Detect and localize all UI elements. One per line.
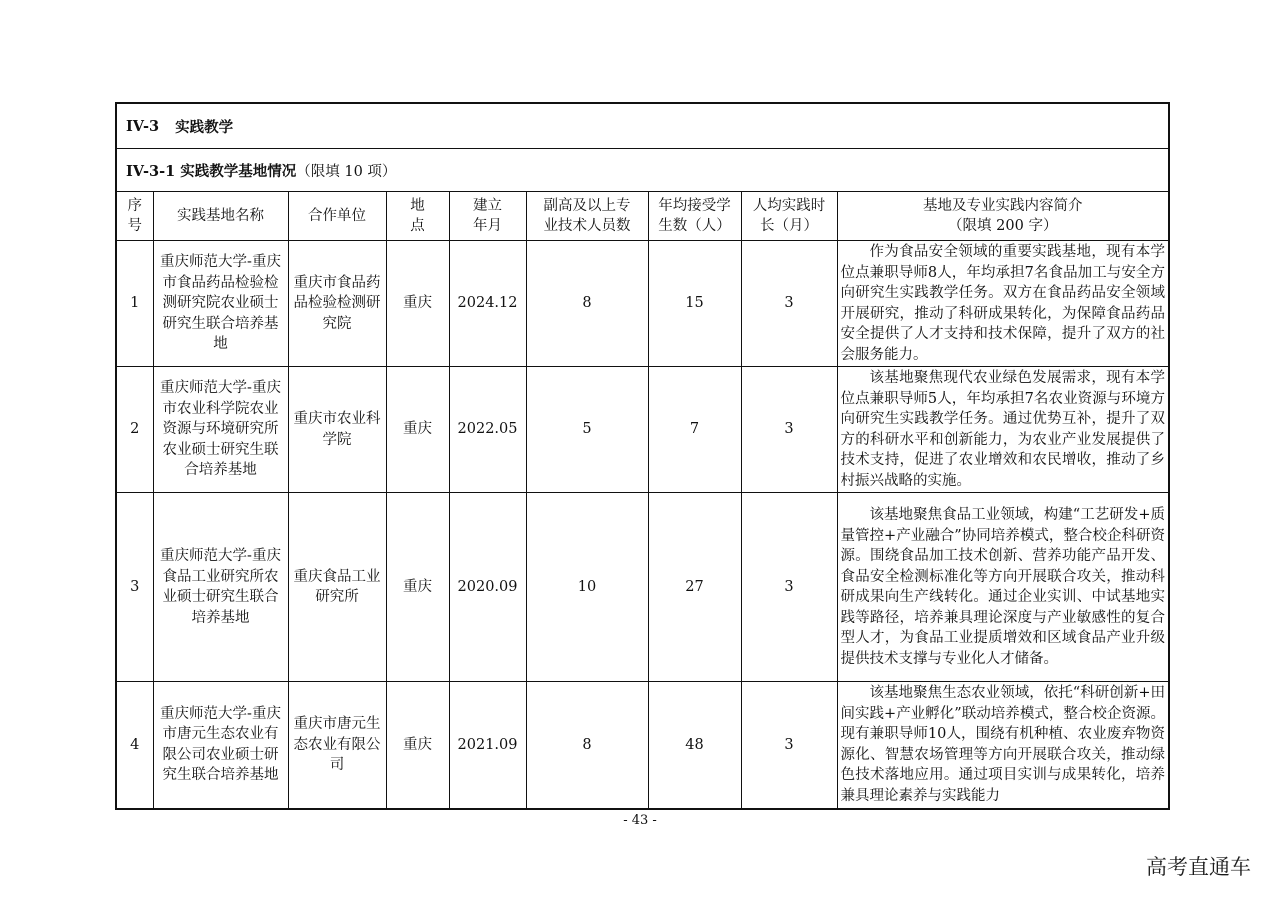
cell-staff: 8 [526,682,648,808]
section-title: 实践教学 [175,118,234,136]
cell-staff: 5 [526,367,648,493]
header-partner: 合作单位 [288,192,386,241]
header-date: 建立 年月 [449,192,526,241]
table-row [117,493,1168,682]
cell-partner: 重庆市食品药品检验检测研究院 [288,241,386,367]
cell-date: 2024.12 [449,241,526,367]
cell-date: 2020.09 [449,493,526,682]
cell-duration: 3 [741,493,837,682]
header-desc: 基地及专业实践内容简介 （限填 200 字） [837,192,1168,241]
cell-name: 重庆师范大学-重庆市食品药品检验检测研究院农业硕士研究生联合培养基地 [153,241,288,367]
cell-seq: 2 [117,367,153,493]
cell-date: 2022.05 [449,367,526,493]
cell-name: 重庆师范大学-重庆市唐元生态农业有限公司农业硕士研究生联合培养基地 [153,682,288,808]
cell-desc: 作为食品安全领域的重要实践基地，现有本学位点兼职导师8人，年均承担7名食品加工与安全方向研究生实践教学任务。双方在食品药品安全领域开展研究，推动了科研成果转化，为保障食品药品安全提供了人才支持和技术保障，提升了双方的社会服务能力。 [837,241,1168,367]
subsection-title: IV-3-1 实践教学基地情况 [126,162,297,180]
cell-desc: 该基地聚焦现代农业绿色发展需求，现有本学位点兼职导师5人，年均承担7名农业资源与环境方向研究生实践教学任务。通过优势互补，提升了双方的科研水平和创新能力，为农业产业发展提供了技术支持，促进了农业增效和农民增收，推动了乡村振兴战略的实施。 [837,367,1168,493]
cell-seq: 4 [117,682,153,808]
cell-staff: 8 [526,241,648,367]
cell-students: 7 [648,367,741,493]
cell-desc: 该基地聚焦食品工业领域，构建“工艺研发+质量管控+产业融合”协同培养模式，整合校企科研资源。围绕食品加工技术创新、营养功能产品开发、食品安全检测标准化等方向开展联合攻关，推动科研成果向生产线转化。通过企业实训、中试基地实践等路径，培养兼具理论深度与产业敏感性的复合型人才，为食品工业提质增效和区域食品产业升级提供技术支撑与专业化人才储备。 [837,493,1168,682]
table-row [117,682,1168,808]
header-seq: 序 号 [117,192,153,241]
cell-duration: 3 [741,367,837,493]
cell-seq: 3 [117,493,153,682]
cell-name: 重庆师范大学-重庆市农业科学院农业资源与环境研究所农业硕士研究生联合培养基地 [153,367,288,493]
header-name: 实践基地名称 [153,192,288,241]
cell-students: 15 [648,241,741,367]
page-number: - 43 - [623,813,657,828]
section-code: IV-3 [126,117,160,135]
cell-location: 重庆 [386,367,449,493]
cell-location: 重庆 [386,493,449,682]
table-row [117,367,1168,493]
header-location: 地 点 [386,192,449,241]
table-row [117,241,1168,367]
cell-date: 2021.09 [449,682,526,808]
subsection-header [117,149,1168,192]
table-header-row [117,192,1168,241]
cell-partner: 重庆市农业科学院 [288,367,386,493]
section-header [117,104,1168,149]
cell-students: 27 [648,493,741,682]
header-staff: 副高及以上专 业技术人员数 [526,192,648,241]
cell-location: 重庆 [386,682,449,808]
practice-base-table [117,192,1168,808]
cell-duration: 3 [741,241,837,367]
header-students: 年均接受学 生数（人） [648,192,741,241]
cell-partner: 重庆市唐元生态农业有限公司 [288,682,386,808]
cell-name: 重庆师范大学-重庆食品工业研究所农业硕士研究生联合培养基地 [153,493,288,682]
cell-location: 重庆 [386,241,449,367]
watermark-text: 高考直通车 [1146,855,1251,879]
table-frame [115,102,1170,810]
cell-partner: 重庆食品工业研究所 [288,493,386,682]
cell-desc: 该基地聚焦生态农业领域，依托“科研创新+田间实践+产业孵化”联动培养模式，整合校企资源。现有兼职导师10人，围绕有机种植、农业废弃物资源化、智慧农场管理等方向开展联合攻关，推动绿色技术落地应用。通过项目实训与成果转化，培养兼具理论素养与实践能力 [837,682,1168,808]
cell-staff: 10 [526,493,648,682]
cell-duration: 3 [741,682,837,808]
cell-seq: 1 [117,241,153,367]
header-duration: 人均实践时 长（月） [741,192,837,241]
subsection-note: （限填 10 项） [296,163,397,180]
cell-students: 48 [648,682,741,808]
